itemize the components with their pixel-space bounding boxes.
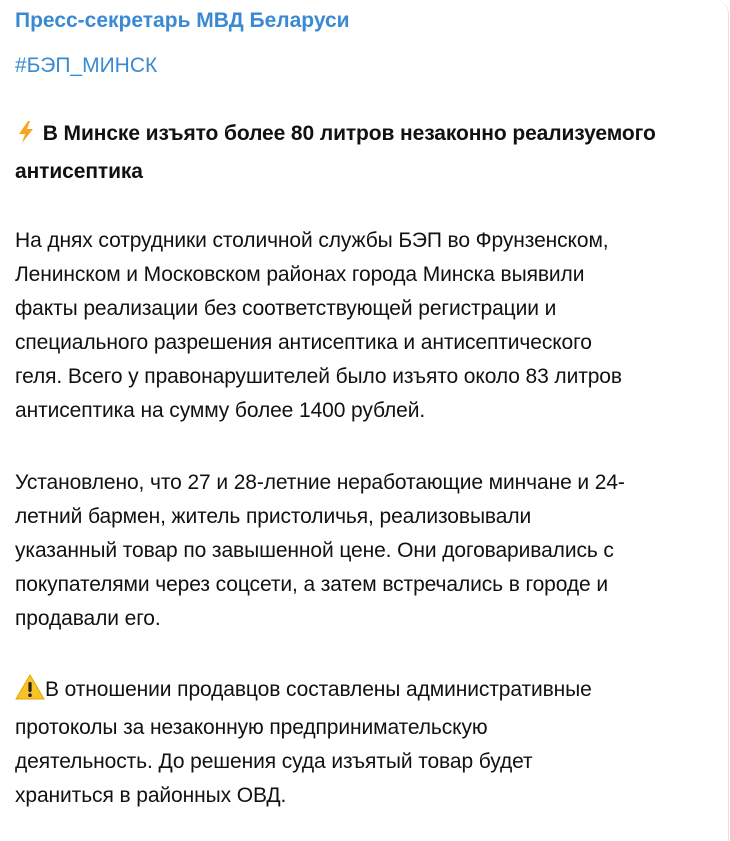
channel-author-link[interactable]: Пресс-секретарь МВД Беларуси: [15, 9, 350, 32]
headline-text-1: В Минске изъято более 80 литров незаконно реализуемого: [42, 122, 656, 145]
paragraph-1-line: антисептика на сумму более 1400 рублей.: [15, 399, 426, 422]
lightning-icon: [15, 120, 37, 155]
paragraph-1: [15, 224, 720, 428]
paragraph-3-line: [15, 673, 720, 711]
paragraph-1-line: геля. Всего у правонарушителей было изъято около 83 литров: [15, 365, 622, 388]
paragraph-3: [15, 673, 720, 813]
paragraph-3-line: протоколы за незаконную предпринимательскую: [15, 716, 488, 739]
hashtag-link[interactable]: #БЭП_МИНСК: [15, 54, 158, 77]
headline-line-1: [15, 117, 720, 155]
paragraph-3-line: храниться в районных ОВД.: [15, 784, 287, 807]
paragraph-2-line: летний бармен, житель пристоличья, реализовывали: [15, 505, 532, 528]
paragraph-2-line: покупателями через соцсети, а затем встречались в городе и: [15, 573, 608, 596]
paragraph-2-line: указанный товар по завышенной цене. Они договаривались с: [15, 539, 614, 562]
paragraph-3-line: деятельность. До решения суда изъятый товар будет: [15, 750, 533, 773]
post-headline: [15, 117, 720, 189]
paragraph-3-text-1: В отношении продавцов составлены административные: [45, 678, 592, 701]
paragraph-1-line: специального разрешения антисептика и антисептического: [15, 331, 592, 354]
warning-icon: [15, 674, 45, 711]
paragraph-2-line: продавали его.: [15, 607, 161, 630]
headline-line-2: антисептика: [15, 160, 143, 183]
paragraph-2: [15, 466, 720, 636]
paragraph-2-line: Установлено, что 27 и 28-летние неработающие минчане и 24-: [15, 471, 625, 494]
paragraph-1-line: факты реализации без соответствующей регистрации и: [15, 297, 557, 320]
paragraph-1-line: На днях сотрудники столичной службы БЭП во Фрунзенском,: [15, 229, 609, 252]
paragraph-1-line: Ленинском и Московском районах города Минска выявили: [15, 263, 585, 286]
